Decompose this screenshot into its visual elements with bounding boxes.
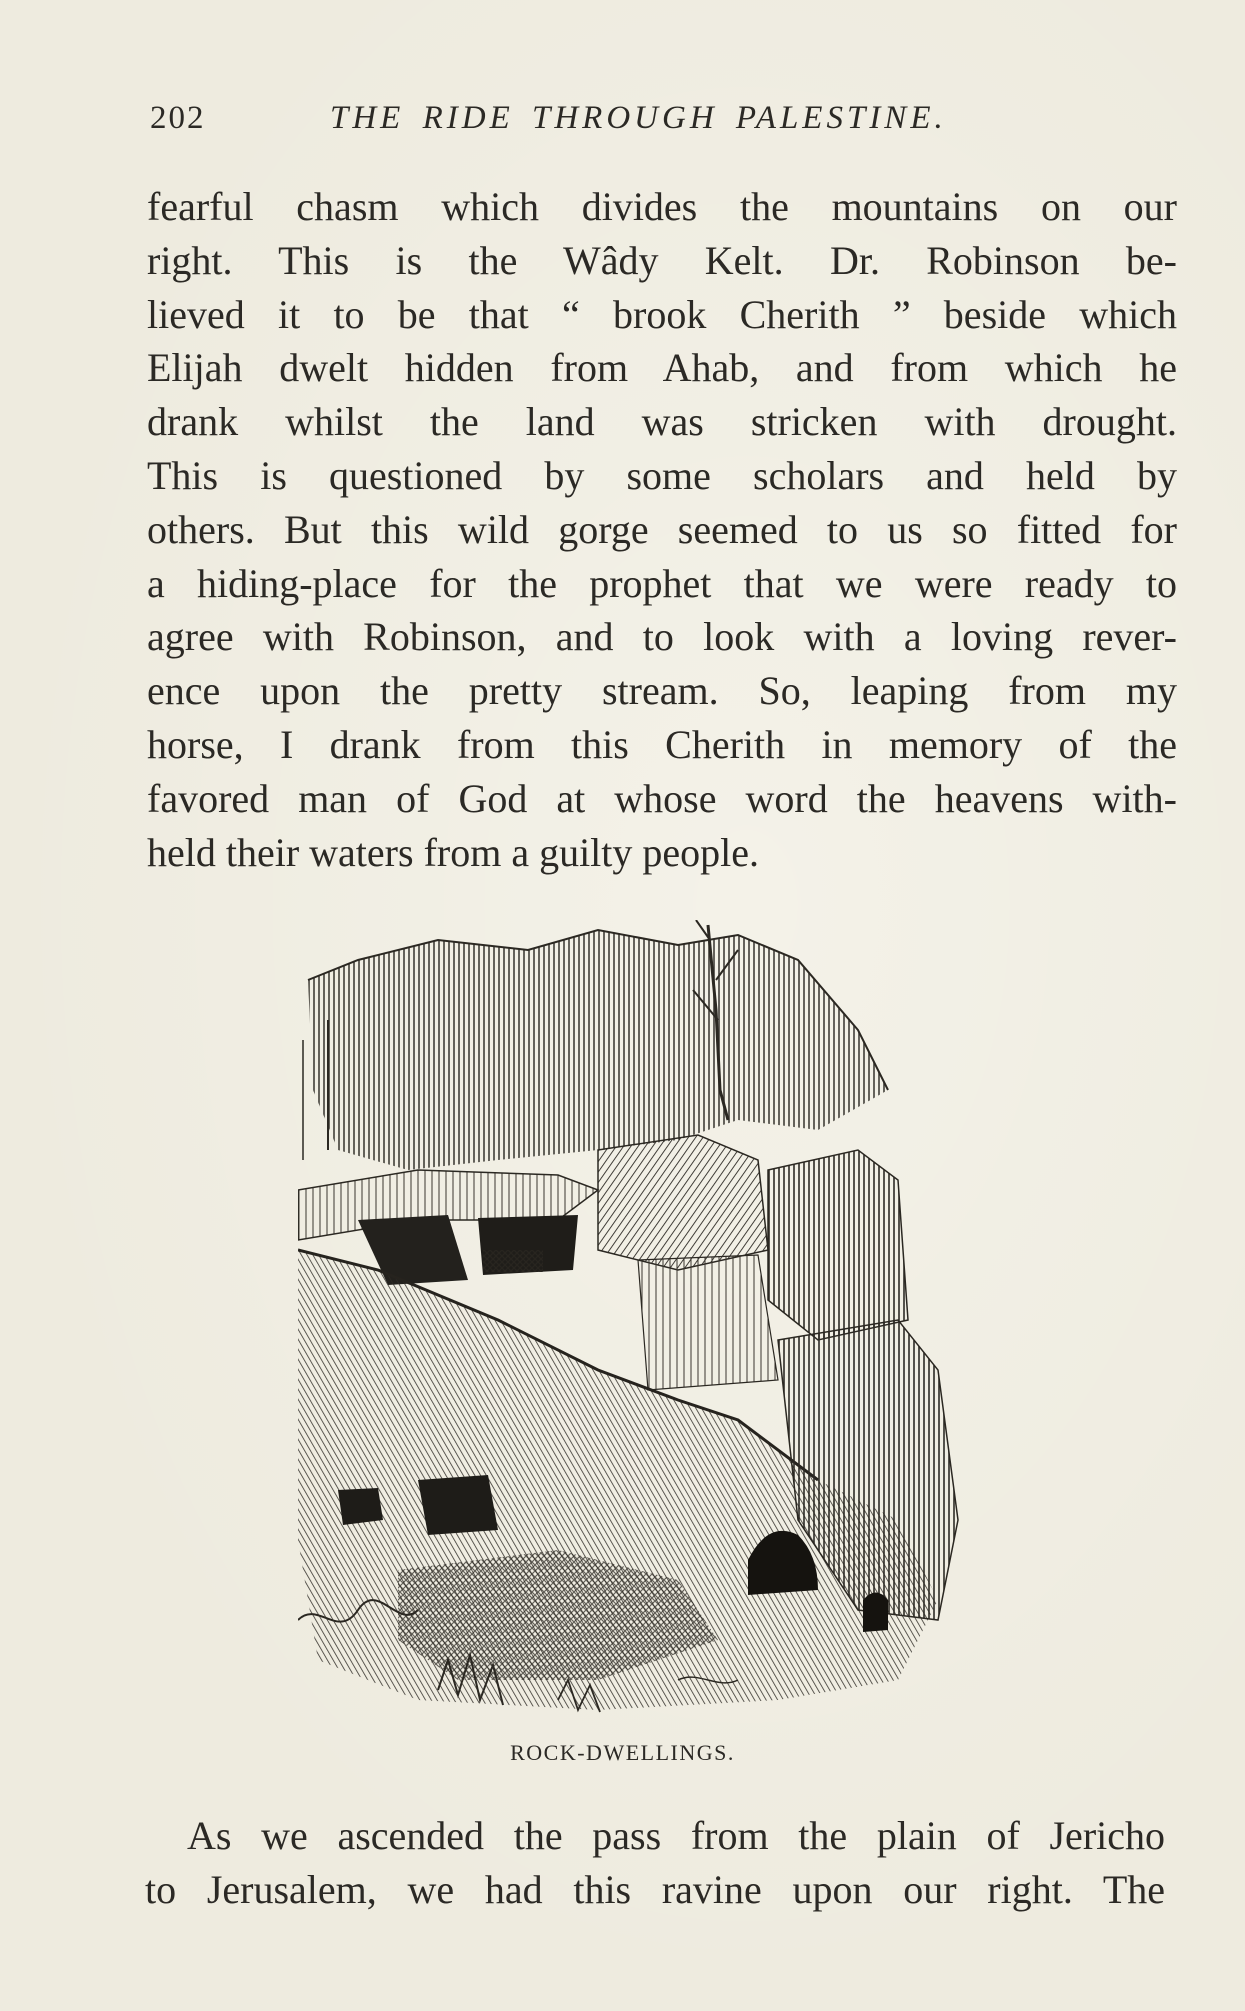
text-line: held their waters from a guilty people.	[147, 829, 760, 875]
text-line: horse, I drank from this Cherith in memory of the	[147, 721, 1177, 767]
text-line: Elijah dwelt hidden from Ahab, and from which he	[147, 345, 1177, 391]
main-paragraph	[147, 180, 1177, 879]
text-line: favored man of God at whose word the heavens with-	[147, 775, 1177, 821]
page-header	[150, 100, 1160, 150]
text-line: ence upon the pretty stream. So, leaping from my	[147, 668, 1177, 714]
text-line: This is questioned by some scholars and held by	[147, 452, 1177, 498]
closing-paragraph	[145, 1808, 1165, 1916]
text-line: right. This is the Wâdy Kelt. Dr. Robinson be-	[147, 237, 1177, 283]
text-line: fearful chasm which divides the mountains on our	[147, 184, 1177, 229]
text-line: to Jerusalem, we had this ravine upon our right. The	[145, 1866, 1165, 1912]
rock-dwellings-illustration	[298, 920, 998, 1720]
text-line: agree with Robinson, and to look with a loving rever-	[147, 614, 1177, 660]
figure-caption: ROCK-DWELLINGS.	[510, 1740, 735, 1765]
text-line: a hiding-place for the prophet that we were ready to	[147, 560, 1177, 606]
text-line: others. But this wild gorge seemed to us so fitted for	[147, 506, 1177, 552]
text-line: lieved it to be that “ brook Cherith ” beside which	[147, 291, 1177, 337]
text-line: As we ascended the pass from the plain of Jericho	[187, 1813, 1165, 1858]
running-title: THE RIDE THROUGH PALESTINE.	[330, 100, 947, 136]
text-line: drank whilst the land was stricken with drought.	[147, 399, 1177, 445]
page-number: 202	[150, 100, 206, 136]
